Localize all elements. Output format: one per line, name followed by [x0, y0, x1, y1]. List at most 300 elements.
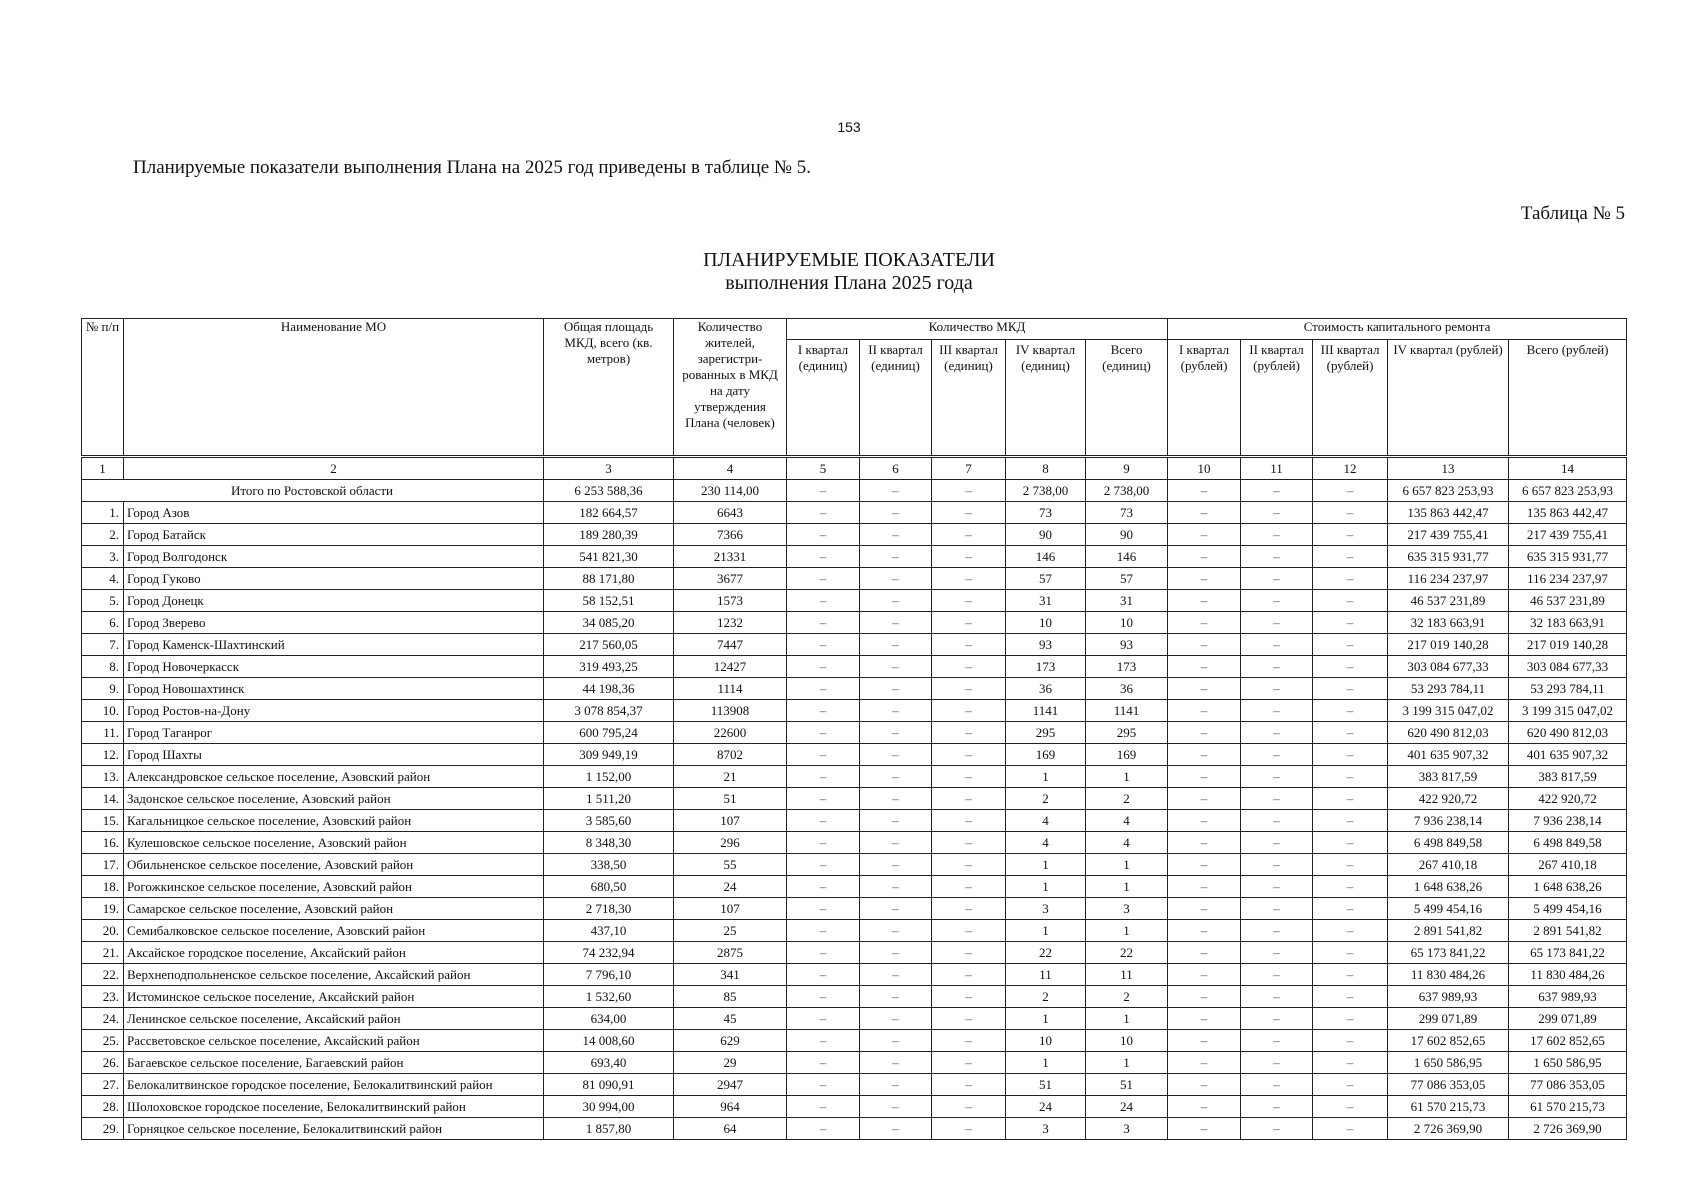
- row-mkd-q3: –: [932, 524, 1006, 546]
- row-cost-q4: 5 499 454,16: [1388, 898, 1509, 920]
- row-cost-total: 217 439 755,41: [1509, 524, 1627, 546]
- total-mkd-total: 2 738,00: [1086, 480, 1168, 502]
- row-cost-q1: –: [1168, 898, 1241, 920]
- row-mkd-q3: –: [932, 678, 1006, 700]
- row-cost-total: 267 410,18: [1509, 854, 1627, 876]
- row-cost-q1: –: [1168, 986, 1241, 1008]
- column-number: 4: [674, 457, 787, 480]
- row-mkd-q2: –: [860, 986, 932, 1008]
- table-row: [82, 502, 1627, 524]
- column-number: 9: [1086, 457, 1168, 480]
- row-mkd-total: 10: [1086, 612, 1168, 634]
- row-cost-q2: –: [1241, 634, 1313, 656]
- row-mkd-q2: –: [860, 1008, 932, 1030]
- row-cost-q3: –: [1313, 1074, 1388, 1096]
- row-number: 27.: [82, 1074, 124, 1096]
- column-number: 5: [787, 457, 860, 480]
- col-header-cost-q4: IV квартал (рублей): [1388, 340, 1509, 457]
- row-cost-q2: –: [1241, 1052, 1313, 1074]
- row-name: Верхнеподпольненское сельское поселение, Аксайский район: [124, 964, 544, 986]
- row-area: 74 232,94: [544, 942, 674, 964]
- row-mkd-q4: 93: [1006, 634, 1086, 656]
- row-mkd-q3: –: [932, 590, 1006, 612]
- row-mkd-total: 1: [1086, 1052, 1168, 1074]
- row-mkd-q3: –: [932, 1096, 1006, 1118]
- row-mkd-q1: –: [787, 854, 860, 876]
- row-cost-total: 422 920,72: [1509, 788, 1627, 810]
- row-cost-q1: –: [1168, 920, 1241, 942]
- row-cost-q2: –: [1241, 788, 1313, 810]
- row-number: 1.: [82, 502, 124, 524]
- col-header-mkd-q2: II квартал (единиц): [860, 340, 932, 457]
- row-residents: 107: [674, 898, 787, 920]
- row-cost-q3: –: [1313, 700, 1388, 722]
- row-cost-q3: –: [1313, 1052, 1388, 1074]
- table-row: [82, 986, 1627, 1008]
- row-mkd-q3: –: [932, 1052, 1006, 1074]
- row-cost-q3: –: [1313, 502, 1388, 524]
- row-mkd-q1: –: [787, 634, 860, 656]
- row-cost-total: 46 537 231,89: [1509, 590, 1627, 612]
- row-area: 3 585,60: [544, 810, 674, 832]
- row-name: Город Новошахтинск: [124, 678, 544, 700]
- row-mkd-q2: –: [860, 766, 932, 788]
- table-row: [82, 832, 1627, 854]
- row-area: 14 008,60: [544, 1030, 674, 1052]
- row-number: 18.: [82, 876, 124, 898]
- row-mkd-q3: –: [932, 788, 1006, 810]
- row-area: 693,40: [544, 1052, 674, 1074]
- row-mkd-q1: –: [787, 744, 860, 766]
- col-header-mkd-q3: III квартал (единиц): [932, 340, 1006, 457]
- row-number: 9.: [82, 678, 124, 700]
- row-number: 2.: [82, 524, 124, 546]
- row-cost-total: 299 071,89: [1509, 1008, 1627, 1030]
- row-area: 1 857,80: [544, 1118, 674, 1140]
- row-cost-q1: –: [1168, 744, 1241, 766]
- row-name: Ленинское сельское поселение, Аксайский район: [124, 1008, 544, 1030]
- row-cost-q2: –: [1241, 678, 1313, 700]
- table-label: Таблица № 5: [1520, 203, 1625, 224]
- row-number: 23.: [82, 986, 124, 1008]
- row-cost-q4: 620 490 812,03: [1388, 722, 1509, 744]
- row-area: 634,00: [544, 1008, 674, 1030]
- row-cost-q2: –: [1241, 942, 1313, 964]
- row-area: 680,50: [544, 876, 674, 898]
- row-name: Рассветовское сельское поселение, Аксайский район: [124, 1030, 544, 1052]
- row-mkd-q1: –: [787, 832, 860, 854]
- row-name: Обильненское сельское поселение, Азовский район: [124, 854, 544, 876]
- row-cost-q3: –: [1313, 546, 1388, 568]
- row-name: Александровское сельское поселение, Азовский район: [124, 766, 544, 788]
- row-name: Город Батайск: [124, 524, 544, 546]
- total-mkd-q3: –: [932, 480, 1006, 502]
- total-area: 6 253 588,36: [544, 480, 674, 502]
- row-mkd-total: 1: [1086, 876, 1168, 898]
- row-mkd-q4: 73: [1006, 502, 1086, 524]
- row-cost-q4: 77 086 353,05: [1388, 1074, 1509, 1096]
- row-mkd-q4: 11: [1006, 964, 1086, 986]
- row-cost-q1: –: [1168, 854, 1241, 876]
- row-area: 182 664,57: [544, 502, 674, 524]
- row-cost-q1: –: [1168, 876, 1241, 898]
- row-residents: 21331: [674, 546, 787, 568]
- row-cost-q1: –: [1168, 656, 1241, 678]
- row-mkd-q4: 51: [1006, 1074, 1086, 1096]
- row-name: Кагальницкое сельское поселение, Азовский район: [124, 810, 544, 832]
- row-mkd-q4: 22: [1006, 942, 1086, 964]
- row-cost-q2: –: [1241, 524, 1313, 546]
- row-mkd-q4: 2: [1006, 788, 1086, 810]
- row-name: Рогожкинское сельское поселение, Азовский район: [124, 876, 544, 898]
- row-mkd-q2: –: [860, 700, 932, 722]
- row-cost-q4: 217 019 140,28: [1388, 634, 1509, 656]
- row-residents: 21: [674, 766, 787, 788]
- row-number: 14.: [82, 788, 124, 810]
- row-name: Истоминское сельское поселение, Аксайский район: [124, 986, 544, 1008]
- row-number: 5.: [82, 590, 124, 612]
- row-cost-q1: –: [1168, 1030, 1241, 1052]
- row-mkd-total: 2: [1086, 986, 1168, 1008]
- row-cost-total: 135 863 442,47: [1509, 502, 1627, 524]
- total-mkd-q4: 2 738,00: [1006, 480, 1086, 502]
- row-mkd-q3: –: [932, 700, 1006, 722]
- row-number: 10.: [82, 700, 124, 722]
- row-mkd-q3: –: [932, 920, 1006, 942]
- column-numbers: [82, 457, 1627, 480]
- row-cost-q2: –: [1241, 1030, 1313, 1052]
- col-header-mkd-q1: I квартал (единиц): [787, 340, 860, 457]
- row-area: 217 560,05: [544, 634, 674, 656]
- row-area: 8 348,30: [544, 832, 674, 854]
- row-cost-q1: –: [1168, 546, 1241, 568]
- table-row: [82, 1096, 1627, 1118]
- row-cost-q4: 637 989,93: [1388, 986, 1509, 1008]
- row-cost-total: 7 936 238,14: [1509, 810, 1627, 832]
- row-cost-q2: –: [1241, 1008, 1313, 1030]
- row-cost-total: 116 234 237,97: [1509, 568, 1627, 590]
- row-mkd-q4: 57: [1006, 568, 1086, 590]
- row-cost-q1: –: [1168, 942, 1241, 964]
- row-cost-q3: –: [1313, 920, 1388, 942]
- column-number: 3: [544, 457, 674, 480]
- row-name: Белокалитвинское городское поселение, Белокалитвинский район: [124, 1074, 544, 1096]
- row-number: 29.: [82, 1118, 124, 1140]
- row-name: Город Шахты: [124, 744, 544, 766]
- row-mkd-q3: –: [932, 942, 1006, 964]
- row-cost-q3: –: [1313, 964, 1388, 986]
- row-mkd-q1: –: [787, 590, 860, 612]
- row-name: Задонское сельское поселение, Азовский район: [124, 788, 544, 810]
- row-cost-total: 6 498 849,58: [1509, 832, 1627, 854]
- row-cost-q4: 2 726 369,90: [1388, 1118, 1509, 1140]
- table-title-line1: ПЛАНИРУЕМЫЕ ПОКАЗАТЕЛИ: [703, 249, 995, 271]
- table-body: [82, 480, 1627, 1140]
- row-cost-total: 17 602 852,65: [1509, 1030, 1627, 1052]
- row-mkd-q2: –: [860, 810, 932, 832]
- row-cost-q3: –: [1313, 1096, 1388, 1118]
- row-cost-q2: –: [1241, 920, 1313, 942]
- row-cost-q2: –: [1241, 744, 1313, 766]
- row-mkd-q2: –: [860, 502, 932, 524]
- indicators-table: [81, 318, 1627, 1140]
- row-cost-q2: –: [1241, 502, 1313, 524]
- row-cost-q3: –: [1313, 634, 1388, 656]
- row-cost-q2: –: [1241, 722, 1313, 744]
- row-mkd-q2: –: [860, 964, 932, 986]
- table-row: [82, 590, 1627, 612]
- row-cost-q3: –: [1313, 590, 1388, 612]
- row-residents: 64: [674, 1118, 787, 1140]
- column-number: 8: [1006, 457, 1086, 480]
- row-mkd-total: 1: [1086, 854, 1168, 876]
- row-mkd-q3: –: [932, 766, 1006, 788]
- row-number: 15.: [82, 810, 124, 832]
- row-residents: 107: [674, 810, 787, 832]
- row-mkd-q1: –: [787, 942, 860, 964]
- row-area: 338,50: [544, 854, 674, 876]
- row-residents: 1114: [674, 678, 787, 700]
- row-cost-total: 401 635 907,32: [1509, 744, 1627, 766]
- row-cost-q1: –: [1168, 1074, 1241, 1096]
- table-row: [82, 700, 1627, 722]
- col-header-cost-q2: II квартал (рублей): [1241, 340, 1313, 457]
- row-mkd-total: 31: [1086, 590, 1168, 612]
- row-cost-q3: –: [1313, 1008, 1388, 1030]
- row-number: 17.: [82, 854, 124, 876]
- row-mkd-total: 11: [1086, 964, 1168, 986]
- column-number: 11: [1241, 457, 1313, 480]
- column-number: 7: [932, 457, 1006, 480]
- row-mkd-q2: –: [860, 590, 932, 612]
- row-mkd-q2: –: [860, 1096, 932, 1118]
- row-mkd-q2: –: [860, 788, 932, 810]
- row-cost-q1: –: [1168, 1052, 1241, 1074]
- row-mkd-q2: –: [860, 634, 932, 656]
- row-mkd-q1: –: [787, 1096, 860, 1118]
- row-cost-q2: –: [1241, 568, 1313, 590]
- column-number: 6: [860, 457, 932, 480]
- row-number: 24.: [82, 1008, 124, 1030]
- row-mkd-q4: 2: [1006, 986, 1086, 1008]
- row-area: 44 198,36: [544, 678, 674, 700]
- row-name: Город Зверево: [124, 612, 544, 634]
- row-cost-q1: –: [1168, 678, 1241, 700]
- row-mkd-q3: –: [932, 810, 1006, 832]
- row-cost-total: 53 293 784,11: [1509, 678, 1627, 700]
- total-cost-q1: –: [1168, 480, 1241, 502]
- row-mkd-q4: 24: [1006, 1096, 1086, 1118]
- row-area: 2 718,30: [544, 898, 674, 920]
- column-number: 14: [1509, 457, 1627, 480]
- table-row: [82, 766, 1627, 788]
- row-mkd-q1: –: [787, 612, 860, 634]
- row-residents: 24: [674, 876, 787, 898]
- row-cost-q3: –: [1313, 942, 1388, 964]
- total-residents: 230 114,00: [674, 480, 787, 502]
- row-name: Город Каменск-Шахтинский: [124, 634, 544, 656]
- row-mkd-q1: –: [787, 656, 860, 678]
- row-number: 6.: [82, 612, 124, 634]
- row-residents: 2875: [674, 942, 787, 964]
- total-cost-q3: –: [1313, 480, 1388, 502]
- row-mkd-total: 51: [1086, 1074, 1168, 1096]
- row-cost-q4: 2 891 541,82: [1388, 920, 1509, 942]
- row-mkd-q4: 1: [1006, 876, 1086, 898]
- row-cost-q3: –: [1313, 744, 1388, 766]
- row-cost-q2: –: [1241, 876, 1313, 898]
- row-mkd-q4: 1: [1006, 1052, 1086, 1074]
- row-name: Город Таганрог: [124, 722, 544, 744]
- row-number: 28.: [82, 1096, 124, 1118]
- table-header: [82, 319, 1627, 457]
- row-name: Город Гуково: [124, 568, 544, 590]
- row-cost-q2: –: [1241, 986, 1313, 1008]
- row-cost-q3: –: [1313, 788, 1388, 810]
- row-mkd-q4: 1: [1006, 920, 1086, 942]
- row-cost-q1: –: [1168, 788, 1241, 810]
- total-cost-q4: 6 657 823 253,93: [1388, 480, 1509, 502]
- table-row: [82, 854, 1627, 876]
- row-name: Багаевское сельское поселение, Багаевский район: [124, 1052, 544, 1074]
- row-cost-q4: 401 635 907,32: [1388, 744, 1509, 766]
- row-mkd-total: 22: [1086, 942, 1168, 964]
- row-mkd-q4: 3: [1006, 1118, 1086, 1140]
- row-mkd-q1: –: [787, 986, 860, 1008]
- row-mkd-q2: –: [860, 854, 932, 876]
- row-cost-q1: –: [1168, 634, 1241, 656]
- row-mkd-q1: –: [787, 898, 860, 920]
- row-cost-q3: –: [1313, 524, 1388, 546]
- row-cost-q2: –: [1241, 832, 1313, 854]
- row-residents: 629: [674, 1030, 787, 1052]
- row-cost-q4: 7 936 238,14: [1388, 810, 1509, 832]
- row-mkd-q4: 3: [1006, 898, 1086, 920]
- row-residents: 51: [674, 788, 787, 810]
- row-cost-q2: –: [1241, 898, 1313, 920]
- table-row: [82, 656, 1627, 678]
- row-area: 437,10: [544, 920, 674, 942]
- row-area: 7 796,10: [544, 964, 674, 986]
- row-name: Кулешовское сельское поселение, Азовский район: [124, 832, 544, 854]
- row-mkd-q1: –: [787, 1008, 860, 1030]
- row-cost-q4: 1 650 586,95: [1388, 1052, 1509, 1074]
- row-mkd-q4: 1141: [1006, 700, 1086, 722]
- table-row: [82, 1030, 1627, 1052]
- col-header-num: № п/п: [82, 319, 124, 457]
- row-mkd-q2: –: [860, 1030, 932, 1052]
- row-cost-q3: –: [1313, 722, 1388, 744]
- row-mkd-total: 3: [1086, 898, 1168, 920]
- row-mkd-total: 1: [1086, 766, 1168, 788]
- table-row: [82, 546, 1627, 568]
- row-mkd-q2: –: [860, 568, 932, 590]
- row-area: 189 280,39: [544, 524, 674, 546]
- row-mkd-q4: 10: [1006, 1030, 1086, 1052]
- row-mkd-q2: –: [860, 920, 932, 942]
- row-mkd-q3: –: [932, 876, 1006, 898]
- intro-text: Планируемые показатели выполнения Плана на 2025 год приведены в таблице № 5.: [133, 157, 812, 178]
- total-mkd-q2: –: [860, 480, 932, 502]
- table-row: [82, 1052, 1627, 1074]
- row-mkd-q1: –: [787, 678, 860, 700]
- row-mkd-q4: 4: [1006, 810, 1086, 832]
- row-mkd-q3: –: [932, 1118, 1006, 1140]
- row-residents: 7366: [674, 524, 787, 546]
- row-cost-q4: 217 439 755,41: [1388, 524, 1509, 546]
- row-mkd-q1: –: [787, 1118, 860, 1140]
- row-cost-q4: 422 920,72: [1388, 788, 1509, 810]
- row-cost-total: 5 499 454,16: [1509, 898, 1627, 920]
- table-row: [82, 744, 1627, 766]
- row-mkd-q4: 10: [1006, 612, 1086, 634]
- row-mkd-q1: –: [787, 546, 860, 568]
- row-cost-q2: –: [1241, 612, 1313, 634]
- row-cost-q2: –: [1241, 700, 1313, 722]
- row-cost-q3: –: [1313, 612, 1388, 634]
- row-mkd-q3: –: [932, 1008, 1006, 1030]
- row-mkd-total: 4: [1086, 832, 1168, 854]
- row-cost-q1: –: [1168, 722, 1241, 744]
- row-residents: 964: [674, 1096, 787, 1118]
- row-cost-total: 635 315 931,77: [1509, 546, 1627, 568]
- row-mkd-q4: 295: [1006, 722, 1086, 744]
- row-cost-q4: 11 830 484,26: [1388, 964, 1509, 986]
- row-cost-q3: –: [1313, 656, 1388, 678]
- row-mkd-q1: –: [787, 1074, 860, 1096]
- row-cost-q1: –: [1168, 590, 1241, 612]
- column-number: 12: [1313, 457, 1388, 480]
- row-residents: 6643: [674, 502, 787, 524]
- table-row: [82, 898, 1627, 920]
- row-name: Шолоховское городское поселение, Белокалитвинский район: [124, 1096, 544, 1118]
- row-residents: 341: [674, 964, 787, 986]
- row-cost-q1: –: [1168, 612, 1241, 634]
- row-mkd-total: 2: [1086, 788, 1168, 810]
- row-mkd-q3: –: [932, 612, 1006, 634]
- row-residents: 113908: [674, 700, 787, 722]
- total-cost-total: 6 657 823 253,93: [1509, 480, 1627, 502]
- column-number: 2: [124, 457, 544, 480]
- row-mkd-q1: –: [787, 568, 860, 590]
- table-row: [82, 678, 1627, 700]
- row-mkd-q4: 31: [1006, 590, 1086, 612]
- col-header-cost-q1: I квартал (рублей): [1168, 340, 1241, 457]
- row-cost-q4: 267 410,18: [1388, 854, 1509, 876]
- row-mkd-total: 10: [1086, 1030, 1168, 1052]
- row-mkd-q3: –: [932, 656, 1006, 678]
- row-mkd-q1: –: [787, 700, 860, 722]
- table-row: [82, 788, 1627, 810]
- row-cost-q3: –: [1313, 1118, 1388, 1140]
- row-cost-total: 217 019 140,28: [1509, 634, 1627, 656]
- row-mkd-q3: –: [932, 502, 1006, 524]
- row-cost-q3: –: [1313, 568, 1388, 590]
- row-cost-total: 65 173 841,22: [1509, 942, 1627, 964]
- row-residents: 45: [674, 1008, 787, 1030]
- row-mkd-q1: –: [787, 766, 860, 788]
- row-mkd-total: 24: [1086, 1096, 1168, 1118]
- row-residents: 29: [674, 1052, 787, 1074]
- row-mkd-q1: –: [787, 524, 860, 546]
- row-mkd-q2: –: [860, 942, 932, 964]
- total-mkd-q1: –: [787, 480, 860, 502]
- row-residents: 8702: [674, 744, 787, 766]
- column-number: 13: [1388, 457, 1509, 480]
- row-cost-q4: 3 199 315 047,02: [1388, 700, 1509, 722]
- row-cost-total: 303 084 677,33: [1509, 656, 1627, 678]
- col-header-mkd-total: Всего (единиц): [1086, 340, 1168, 457]
